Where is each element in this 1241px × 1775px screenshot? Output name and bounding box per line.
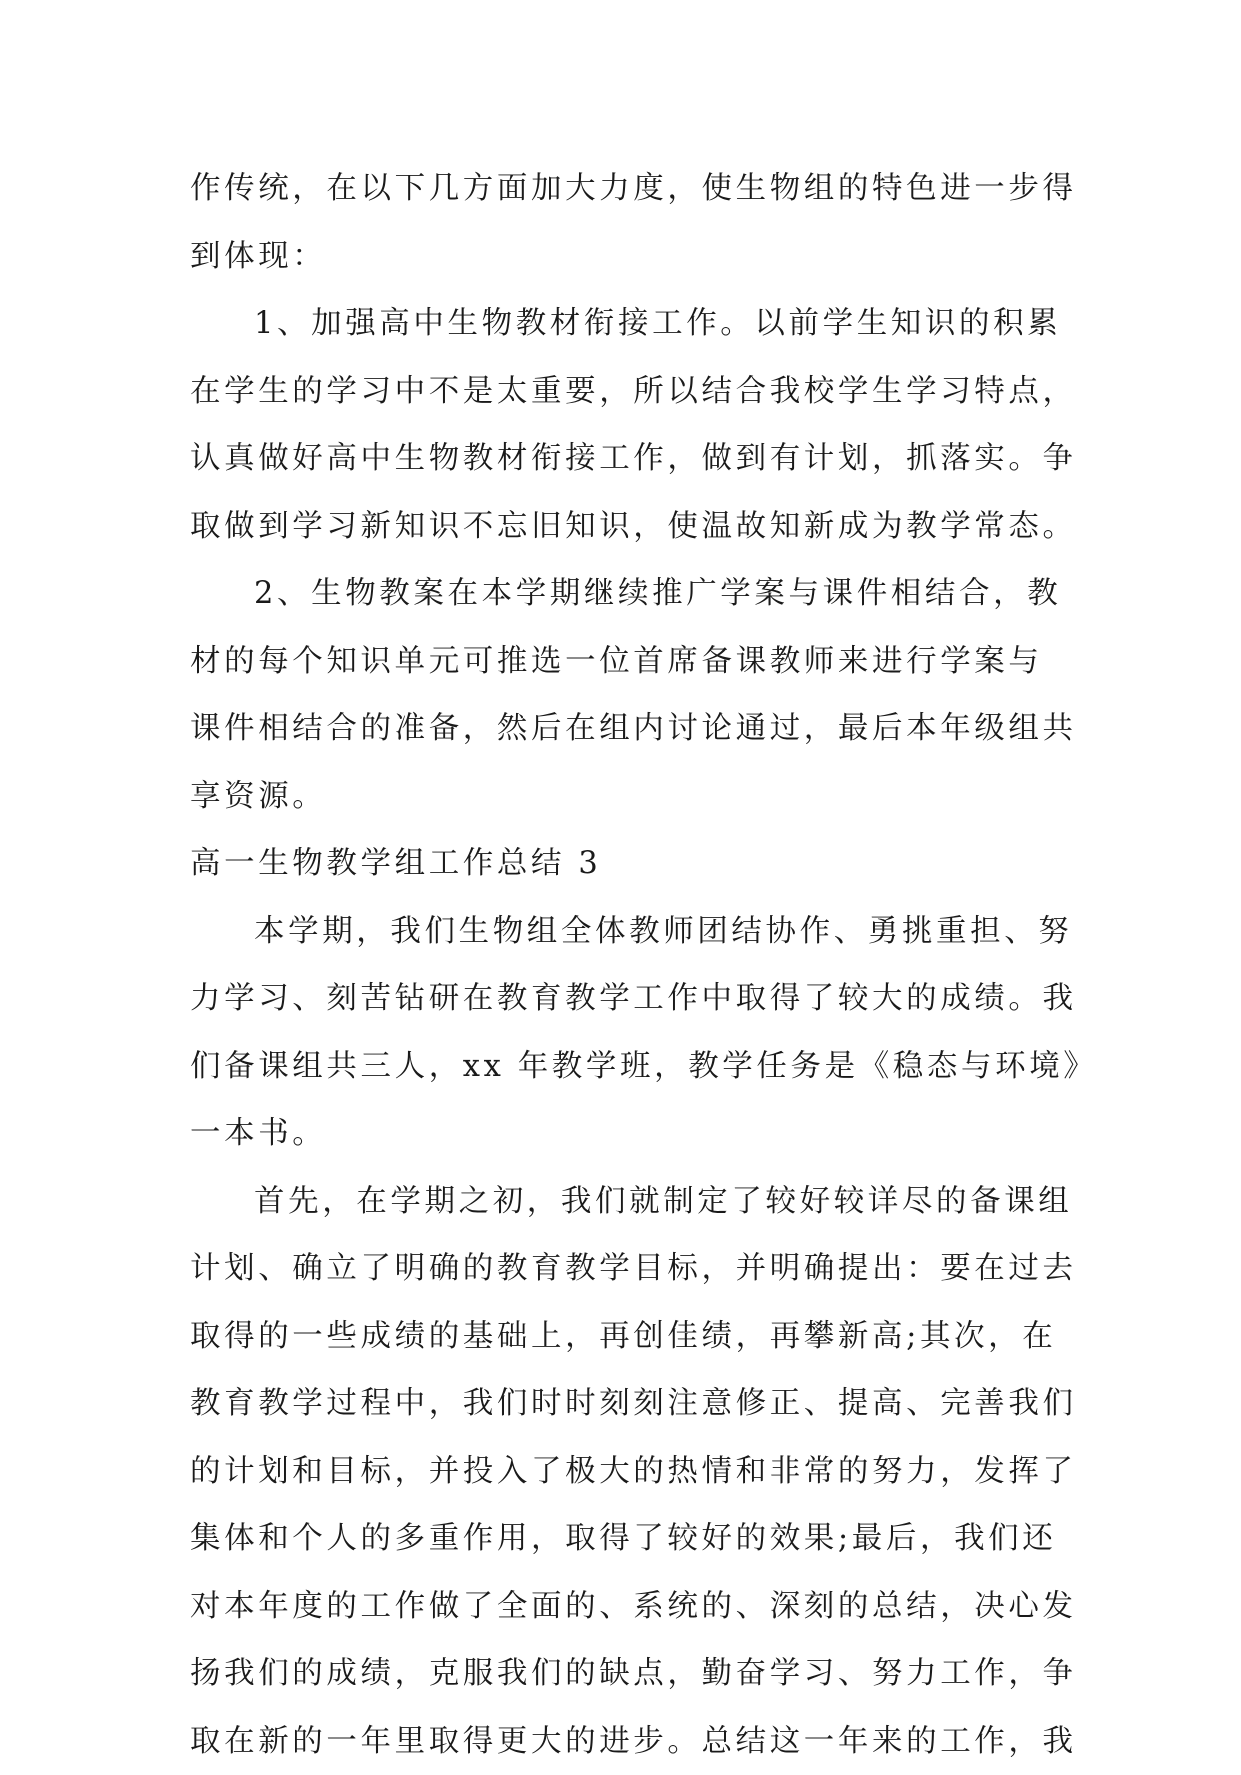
- text-line: 取做到学习新知识不忘旧知识，使温故知新成为教学常态。: [190, 493, 1050, 561]
- text-line: 1、加强高中生物教材衔接工作。以前学生知识的积累: [190, 290, 1050, 358]
- text-line: 们备课组共三人，xx 年教学班，教学任务是《稳态与环境》: [190, 1033, 1050, 1101]
- text-line: 教育教学过程中，我们时时刻刻注意修正、提高、完善我们: [190, 1370, 1050, 1438]
- text-line: 对本年度的工作做了全面的、系统的、深刻的总结，决心发: [190, 1573, 1050, 1641]
- text-line: 材的每个知识单元可推选一位首席备课教师来进行学案与: [190, 628, 1050, 696]
- text-line: 本学期，我们生物组全体教师团结协作、勇挑重担、努: [190, 898, 1050, 966]
- text-line: 集体和个人的多重作用，取得了较好的效果;最后，我们还: [190, 1505, 1050, 1573]
- text-line: 取在新的一年里取得更大的进步。总结这一年来的工作，我: [190, 1708, 1050, 1775]
- text-line: 享资源。: [190, 763, 1050, 831]
- text-line: 在学生的学习中不是太重要，所以结合我校学生学习特点，: [190, 358, 1050, 426]
- text-line: 课件相结合的准备，然后在组内讨论通过，最后本年级组共: [190, 695, 1050, 763]
- text-line: 2、生物教案在本学期继续推广学案与课件相结合，教: [190, 560, 1050, 628]
- text-line: 一本书。: [190, 1100, 1050, 1168]
- document-body: [190, 155, 1050, 1775]
- text-line: 首先，在学期之初，我们就制定了较好较详尽的备课组: [190, 1168, 1050, 1236]
- text-line: 力学习、刻苦钻研在教育教学工作中取得了较大的成绩。我: [190, 965, 1050, 1033]
- text-line: 作传统，在以下几方面加大力度，使生物组的特色进一步得: [190, 155, 1050, 223]
- text-line: 认真做好高中生物教材衔接工作，做到有计划，抓落实。争: [190, 425, 1050, 493]
- text-line: 高一生物教学组工作总结 3: [190, 830, 1050, 898]
- text-line: 的计划和目标，并投入了极大的热情和非常的努力，发挥了: [190, 1438, 1050, 1506]
- text-line: 计划、确立了明确的教育教学目标，并明确提出：要在过去: [190, 1235, 1050, 1303]
- text-line: 取得的一些成绩的基础上，再创佳绩，再攀新高;其次，在: [190, 1303, 1050, 1371]
- text-line: 扬我们的成绩，克服我们的缺点，勤奋学习、努力工作，争: [190, 1640, 1050, 1708]
- text-line: 到体现：: [190, 223, 1050, 291]
